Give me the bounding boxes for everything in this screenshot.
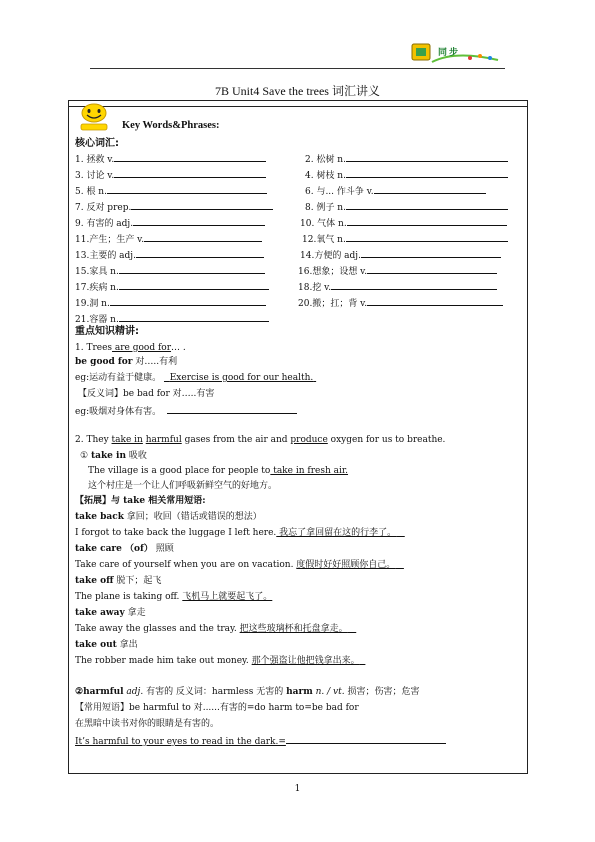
point-2-extension: 【拓展】与 take 相关常用短语: <box>75 496 206 506</box>
answer-blank[interactable] <box>374 184 486 194</box>
answer-blank[interactable] <box>114 168 266 178</box>
vocab-item: 9. 有害的 adj. <box>75 216 265 230</box>
take-phrase-example: Take care of yourself when you are on vacation. 度假时好好照顾你自己。 <box>75 560 396 570</box>
take-phrase-term: take away 拿走 <box>75 608 146 618</box>
frame-divider <box>68 106 528 107</box>
document-title: 7B Unit4 Save the trees 词汇讲义 <box>215 84 380 98</box>
point-3-example-cn: 在黑暗中读书对你的眼睛是有害的。 <box>75 719 220 729</box>
vocab-item: 21.容器 n. <box>75 312 269 326</box>
point-2-example-cn: 这个村庄是一个让人们呼吸新鲜空气的好地方。 <box>88 481 278 491</box>
take-phrase-example: The plane is taking off. 飞机马上就要起飞了。 <box>75 592 273 602</box>
point-2-sentence: 2. They take in harmful gases from the air and produce oxygen for us to breathe. <box>75 435 446 445</box>
vocab-item: 5. 根 n. <box>75 184 267 198</box>
point-1-antonym: 【反义词】be bad for 对…..有害 <box>78 389 215 399</box>
vocab-item: 3. 讨论 v. <box>75 168 266 182</box>
circled-one: ① <box>80 451 89 461</box>
answer-blank[interactable] <box>119 264 265 274</box>
vocab-item: 14.方便的 adj. <box>300 248 501 262</box>
answer-blank[interactable] <box>119 280 269 290</box>
point-2-take-in: ① take in 吸收 <box>80 451 147 461</box>
answer-blank[interactable] <box>367 264 497 274</box>
smiley-icon <box>78 102 110 132</box>
answer-blank[interactable] <box>131 200 273 210</box>
answer-blank[interactable] <box>114 152 266 162</box>
vocab-item: 11.产生；生产 v. <box>75 232 262 246</box>
take-phrase-example: I forgot to take back the luggage I left here. 我忘了拿回留在这的行李了。 <box>75 528 397 538</box>
answer-blank[interactable] <box>346 232 508 242</box>
logo-text: 同步 <box>438 48 461 58</box>
take-phrase-term: take off 脱下；起飞 <box>75 576 162 586</box>
take-phrase-example: Take away the glasses and the tray. 把这些玻璃杯和托盘拿走。 <box>75 624 348 634</box>
take-phrase-term: take out 拿出 <box>75 640 138 650</box>
vocab-item: 6. 与... 作斗争 v. <box>305 184 486 198</box>
point-3-exercise: It’s harmful to your eyes to read in the dark.= <box>75 734 446 748</box>
answer-blank[interactable] <box>133 216 265 226</box>
vocab-item: 10. 气体 n. <box>300 216 507 230</box>
vocab-item: 17.疾病 n. <box>75 280 269 294</box>
answer-blank[interactable] <box>346 168 508 178</box>
vocab-item: 4. 树枝 n. <box>305 168 508 182</box>
point-3-phrase: 【常用短语】be harmful to 对......有害的=do harm to=be bad for <box>75 703 359 713</box>
vocab-item: 1. 拯救 v. <box>75 152 266 166</box>
header-rule <box>90 68 505 69</box>
vocab-item: 19.洞 n. <box>75 296 266 310</box>
answer-blank[interactable] <box>367 296 503 306</box>
take-phrase-term: take care （of） 照顾 <box>75 544 174 554</box>
take-phrase-term: take back 拿回；收回（错话或错误的想法） <box>75 512 262 522</box>
point-2-example-en: The village is a good place for people to take in fresh air. <box>88 466 349 476</box>
page-number: 1 <box>294 784 301 794</box>
answer-blank[interactable] <box>346 152 508 162</box>
point-3-harmful: ②harmful adj. 有害的 反义词：harmless 无害的 harm n. / vt. 损害；伤害；危害 <box>75 687 420 697</box>
point-1-example: eg:运动有益于健康。 Exercise is good for our health. <box>75 372 316 384</box>
vocab-item: 7. 反对 prep. <box>75 200 273 214</box>
vocab-item: 8. 例子 n. <box>305 200 508 214</box>
vocab-item: 16.想象；设想 v. <box>298 264 497 278</box>
point-1-exercise: eg:吸烟对身体有害。 <box>75 404 297 418</box>
answer-blank[interactable] <box>346 200 508 210</box>
point-1-phrase: be good for 对…..有利 <box>75 357 178 367</box>
key-words-title: Key Words&Phrases: <box>122 120 220 131</box>
point-1-sentence: 1. Trees are good for… . <box>75 343 186 353</box>
vocab-item: 18.挖 v. <box>298 280 497 294</box>
answer-blank[interactable] <box>286 734 446 744</box>
answer-blank[interactable] <box>361 248 501 258</box>
vocab-heading: 核心词汇: <box>75 138 119 149</box>
answer-blank[interactable] <box>107 184 267 194</box>
vocab-item: 20.搬；扛；背 v. <box>298 296 503 310</box>
answer-blank[interactable] <box>144 232 262 242</box>
example-answer: Exercise is good for our health. <box>169 373 314 383</box>
vocab-item: 13.主要的 adj. <box>75 248 264 262</box>
answer-blank[interactable] <box>167 404 297 414</box>
vocab-item: 15.家具 n. <box>75 264 265 278</box>
answer-blank[interactable] <box>347 216 507 226</box>
answer-blank[interactable] <box>136 248 264 258</box>
take-phrase-example: The robber made him take out money. 那个强盗让他把钱拿出来。 <box>75 656 360 666</box>
answer-blank[interactable] <box>119 312 269 322</box>
answer-blank[interactable] <box>110 296 266 306</box>
answer-blank[interactable] <box>331 280 497 290</box>
vocab-item: 2. 松树 n. <box>305 152 508 166</box>
vocab-item: 12.氧气 n. <box>302 232 508 246</box>
points-heading: 重点知识精讲: <box>75 326 139 337</box>
